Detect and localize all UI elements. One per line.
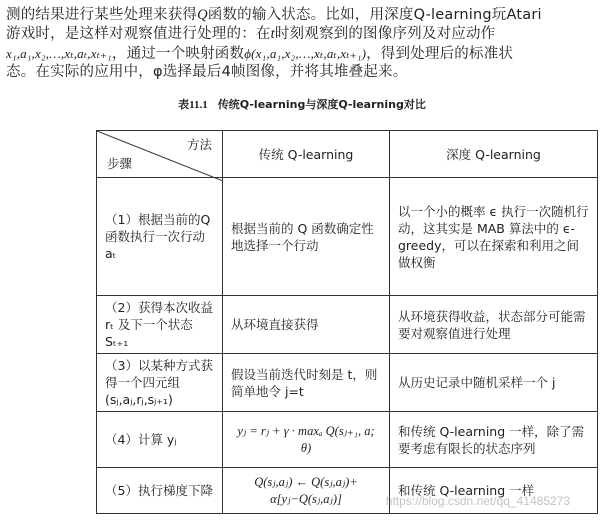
intro-text: 游戏时，是这样对观察值进行处理的：在 — [6, 26, 271, 42]
traditional-cell: 假设当前迭代时刻是 t，则简单地令 j=t — [223, 354, 390, 412]
table-number: 表11.1 — [178, 99, 208, 111]
header-traditional: 传统 Q-learning — [223, 131, 390, 178]
intro-text: 测的结果进行某些处理来获得 — [6, 7, 198, 23]
table-row — [97, 296, 598, 354]
intro-line-2 — [6, 25, 600, 44]
intro-text: ，得到处理后的标准状 — [366, 46, 514, 62]
table-row — [97, 178, 598, 296]
intro-text: 时刻观察到的图像序列及对应动作 — [274, 26, 496, 42]
intro-line-4: 态。在实际的应用中，φ选择最后4帧图像，并将其堆叠起来。 — [6, 64, 408, 80]
phi-function: ϕ(x₁,a₁,x₂,…,xₜ,aₜ,xₜ₊₁) — [244, 46, 367, 61]
table-header-row — [97, 131, 598, 178]
table-title: 传统Q-learning与深度Q-learning对比 — [217, 98, 426, 111]
deep-cell: 从环境获得收益，状态部分可能需要对观察值进行处理 — [390, 296, 598, 354]
traditional-cell: 根据当前的 Q 函数确定性地选择一个行动 — [223, 178, 390, 296]
comparison-table — [96, 130, 598, 514]
traditional-cell: 从环境直接获得 — [223, 296, 390, 354]
observation-sequence: x₁,a₁,x₂,…,xₜ,aₜ,xₜ₊₁ — [6, 46, 112, 61]
gradient-formula-line-2: α[yⱼ−Q(sⱼ,aⱼ)] — [270, 491, 342, 506]
table-caption — [0, 96, 604, 112]
step-cell: （4）计算 yⱼ — [97, 412, 223, 468]
watermark: https://blog.csdn.net/qq_41485273 — [385, 494, 570, 508]
intro-paragraph — [6, 6, 600, 82]
table-row — [97, 412, 598, 468]
diagonal-header-cell — [97, 131, 223, 178]
deep-cell: 从历史记录中随机采样一个 j — [390, 354, 598, 412]
step-cell: （1）根据当前的Q函数执行一次行动 aₜ — [97, 178, 223, 296]
intro-line-3 — [6, 44, 600, 63]
gradient-formula-line-1: Q(sⱼ,aⱼ) ← Q(sⱼ,aⱼ)+ — [254, 474, 358, 489]
table-row — [97, 354, 598, 412]
deep-cell: 和传统 Q-learning 一样 — [390, 468, 598, 514]
step-cell: （5）执行梯度下降 — [97, 468, 223, 514]
q-symbol: Q — [197, 7, 208, 23]
t-symbol: t — [270, 26, 275, 42]
target-formula: yⱼ = rⱼ + γ · maxₐ Q(sⱼ₊₁, a; θ) — [223, 412, 390, 468]
intro-text: 函数的输入状态。比如，用深度Q-learning玩Atari — [207, 7, 542, 23]
step-cell: （3）以某种方式获得一个四元组 (sⱼ,aⱼ,rⱼ,sⱼ₊₁) — [97, 354, 223, 412]
step-cell: （2）获得本次收益 rₜ 及下一个状态 Sₜ₊₁ — [97, 296, 223, 354]
intro-text: ，通过一个映射函数 — [111, 46, 245, 62]
gradient-formula — [223, 468, 390, 514]
deep-cell: 和传统 Q-learning 一样，除了需要考虑有限长的状态序列 — [390, 412, 598, 468]
deep-cell: 以一个小的概率 ϵ 执行一次随机行动，这其实是 MAB 算法中的 ϵ-greedy，可以在探索和利用之间做权衡 — [390, 178, 598, 296]
diag-header-method: 方法 — [186, 137, 212, 152]
header-deep: 深度 Q-learning — [390, 131, 598, 178]
intro-line-1 — [6, 6, 600, 25]
diag-header-step: 步骤 — [107, 156, 133, 171]
